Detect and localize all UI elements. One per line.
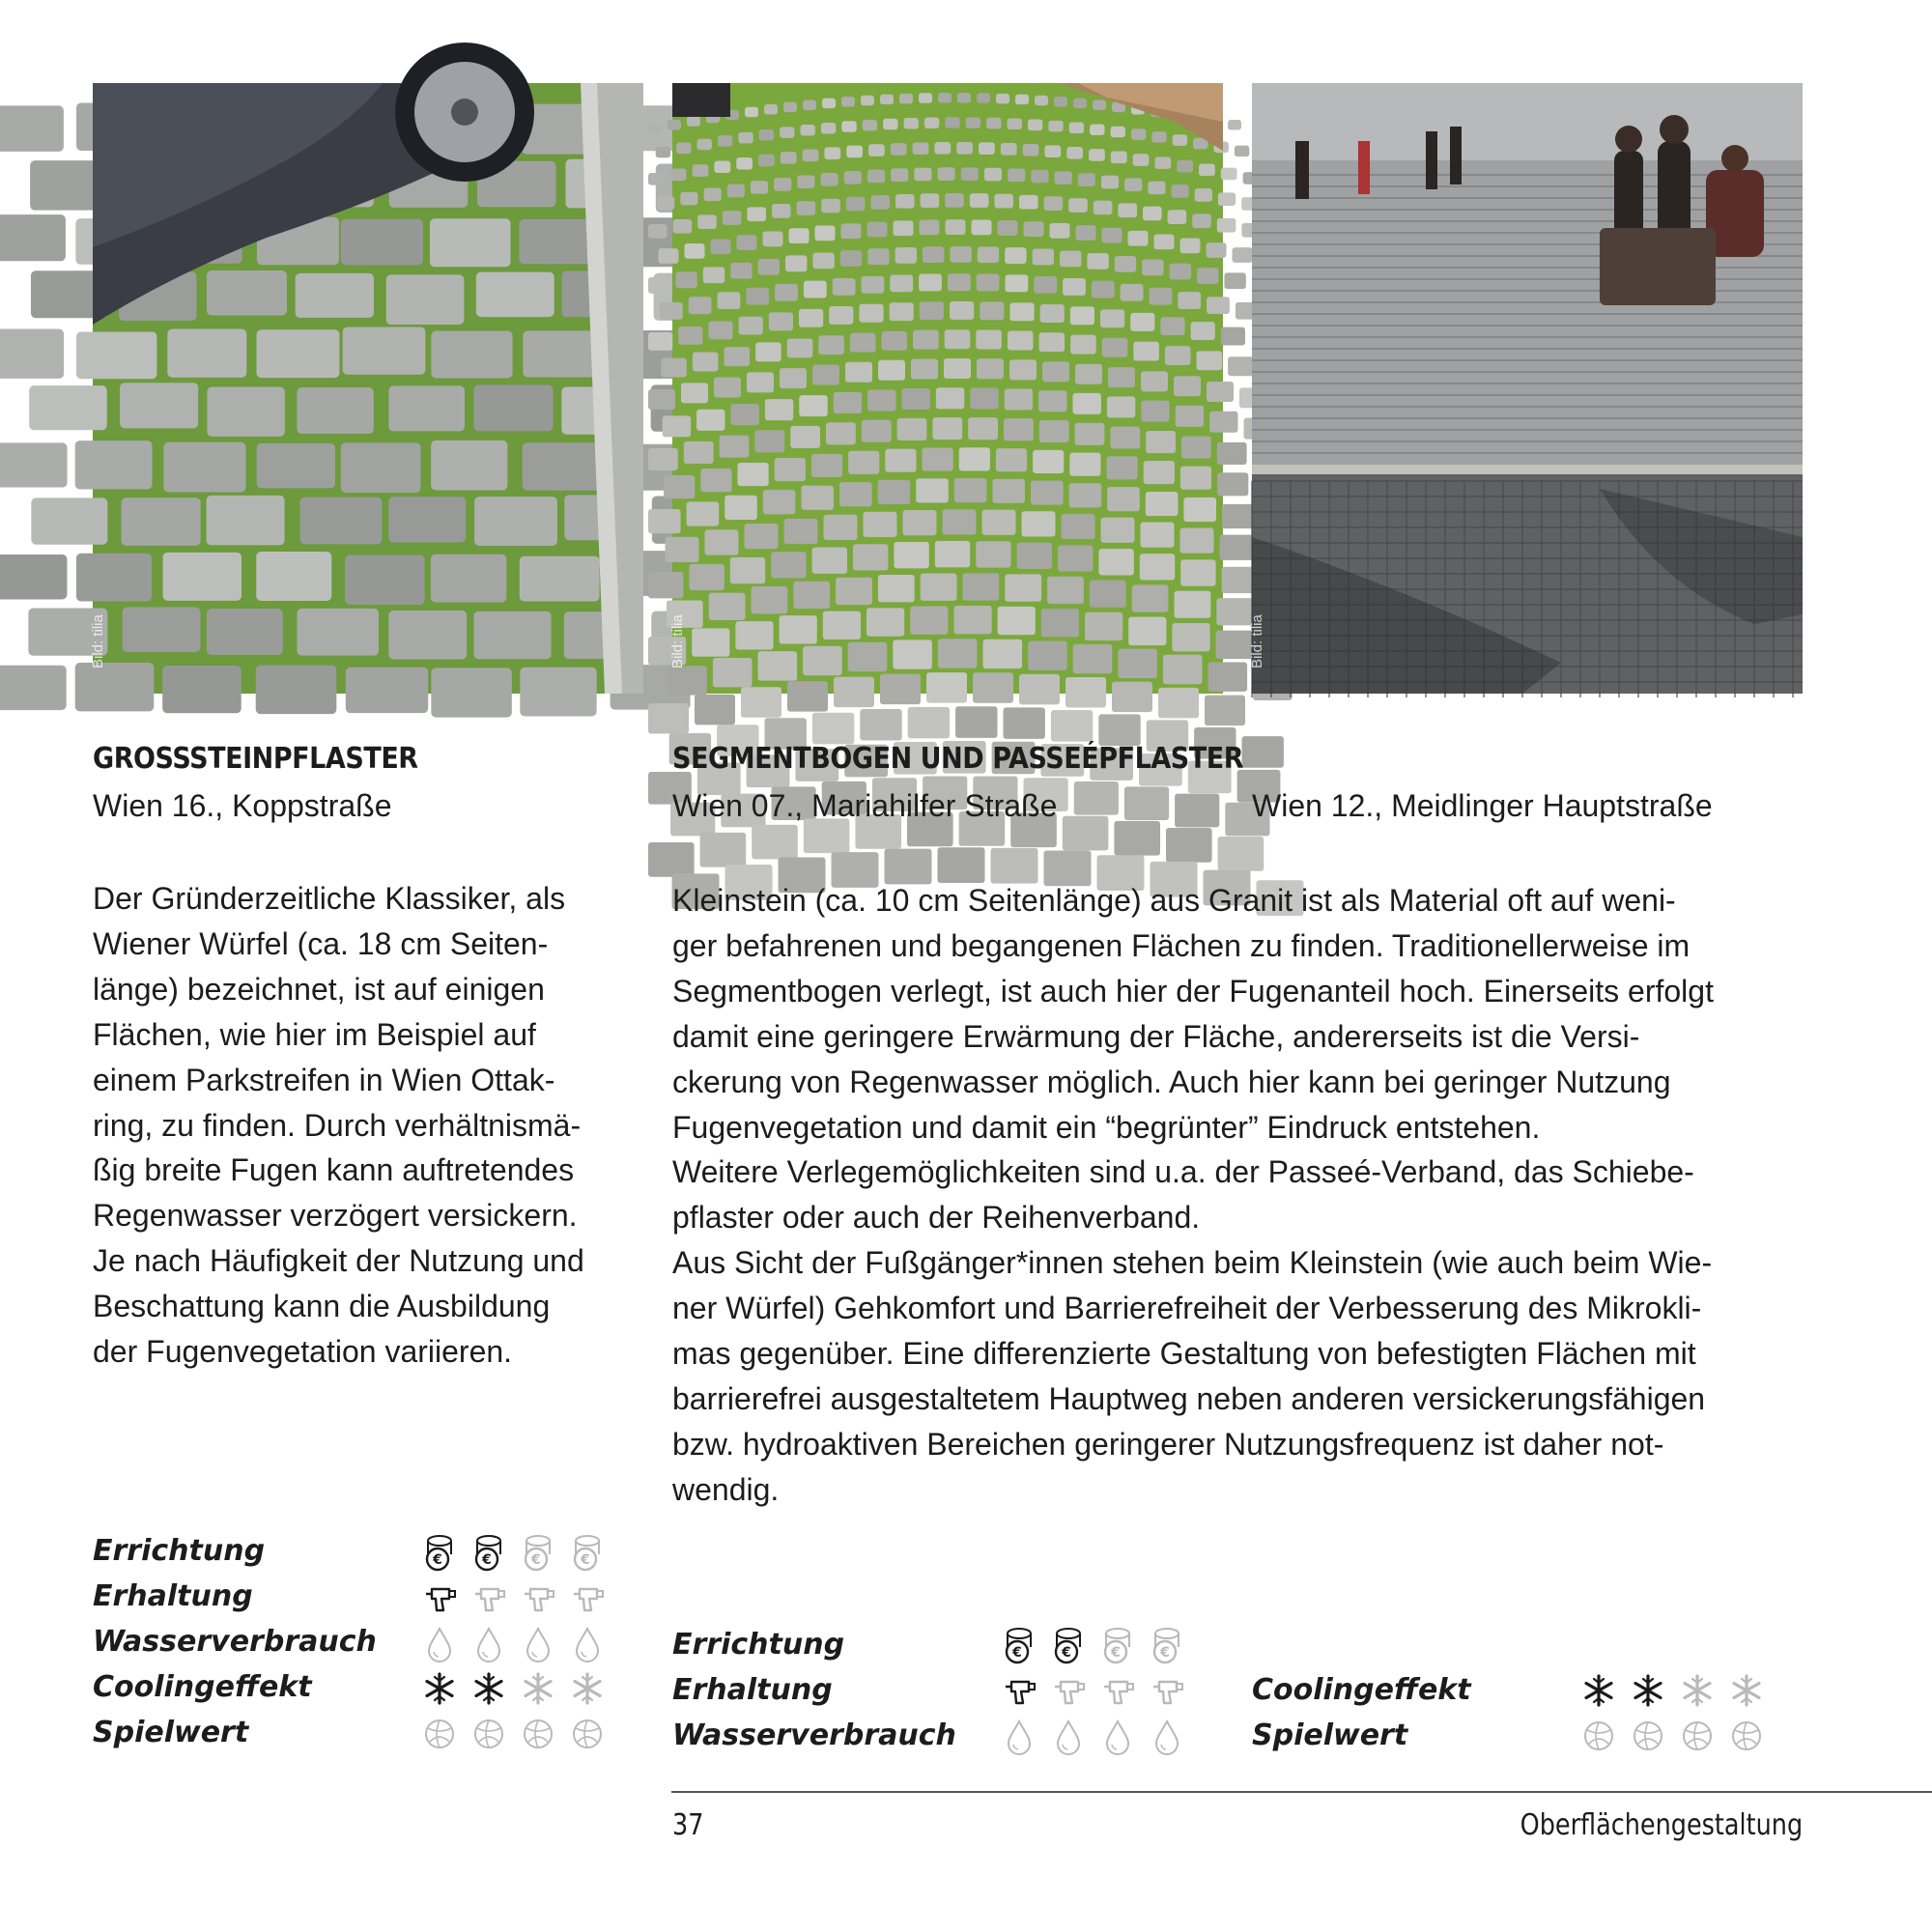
drop-icon <box>1002 1717 1037 1755</box>
text-line: Weitere Verlegemöglichkeiten sind u.a. der Passeé-Verband, das Schiebe- <box>672 1154 1694 1190</box>
drill-icon <box>521 1578 555 1617</box>
ratings-left <box>93 1528 377 1755</box>
rating-icons-spielwert <box>1581 1717 1764 1755</box>
drop-icon <box>521 1624 555 1662</box>
location-koppstrasse: Wien 16., Koppstraße <box>93 788 392 823</box>
coin-icon <box>1051 1626 1086 1664</box>
text-line: Der Gründerzeitliche Klassiker, als <box>93 881 566 916</box>
text-line: damit eine geringere Erwärmung der Fläche, andererseits ist die Versi- <box>672 1018 1640 1054</box>
snowflake-icon <box>570 1669 605 1708</box>
drop-icon <box>422 1624 457 1662</box>
text-line: Fugenvegetation und damit ein “begrünter” Eindruck entstehen. <box>672 1109 1541 1145</box>
drop-icon <box>471 1624 506 1662</box>
heading-grosssteinpflaster: GROSSSTEINPFLASTER <box>93 742 418 776</box>
coin-icon <box>422 1533 457 1572</box>
rating-label-errichtung: Errichtung <box>93 1534 266 1568</box>
rating-label-coolingeffekt: Coolingeffekt <box>93 1670 312 1704</box>
svg-text:€: € <box>1062 1645 1071 1661</box>
paragraph-grosssteinpflaster <box>93 876 584 1375</box>
snowflake-icon <box>471 1669 506 1708</box>
rating-label-spielwert: Spielwert <box>1252 1719 1408 1752</box>
page-number: 37 <box>672 1808 704 1842</box>
drop-icon <box>1100 1717 1135 1755</box>
ball-icon <box>570 1715 605 1753</box>
coin-icon <box>570 1533 605 1572</box>
photo-credit: Bild: tilia <box>669 614 686 668</box>
ball-icon <box>422 1715 457 1753</box>
rating-icons-spielwert <box>422 1715 605 1753</box>
text-line: Regenwasser verzögert versickern. <box>93 1198 578 1234</box>
text-line: Je nach Häufigkeit der Nutzung und <box>93 1243 584 1279</box>
text-line: wendig. <box>672 1471 780 1507</box>
text-line: Segmentbogen verlegt, ist auch hier der Fugenanteil hoch. Einerseits erfolgt <box>672 973 1714 1009</box>
rating-label-erhaltung: Erhaltung <box>672 1673 833 1707</box>
rating-icons-errichtung <box>1002 1626 1184 1664</box>
text-line: Kleinstein (ca. 10 cm Seitenlänge) aus Granit ist als Material oft auf weni- <box>672 883 1676 918</box>
drill-icon <box>422 1578 457 1617</box>
svg-text:€: € <box>433 1552 442 1568</box>
ball-icon <box>1581 1717 1616 1755</box>
rating-label-spielwert: Spielwert <box>93 1716 249 1749</box>
heading-segmentbogen-passeepflaster: SEGMENTBOGEN UND PASSEÉPFLASTER <box>672 742 1244 776</box>
svg-text:€: € <box>581 1552 590 1568</box>
drill-icon <box>1100 1671 1135 1710</box>
snowflake-icon <box>521 1669 555 1708</box>
drill-icon <box>570 1578 605 1617</box>
text-line: ßig breite Fugen kann auftretendes <box>93 1152 575 1188</box>
rating-icons-coolingeffekt <box>1581 1671 1764 1710</box>
text-line: einem Parkstreifen in Wien Ottak- <box>93 1062 555 1097</box>
text-line: Aus Sicht der Fußgänger*innen stehen beim Kleinstein (wie auch beim Wie- <box>672 1245 1713 1281</box>
text-line: länge) bezeichnet, ist auf einigen <box>93 971 545 1007</box>
text-line: Beschattung kann die Ausbildung <box>93 1289 551 1324</box>
drill-icon <box>1002 1671 1037 1710</box>
drop-icon <box>1051 1717 1086 1755</box>
svg-text:€: € <box>1111 1645 1121 1661</box>
snowflake-icon <box>1729 1671 1764 1710</box>
paragraph-kleinstein <box>672 878 1714 1513</box>
rating-label-coolingeffekt: Coolingeffekt <box>1252 1673 1471 1707</box>
ball-icon <box>471 1715 506 1753</box>
svg-text:€: € <box>482 1552 492 1568</box>
coin-icon <box>471 1533 506 1572</box>
rating-icons-erhaltung <box>422 1578 605 1617</box>
text-line: barrierefrei ausgestaltetem Hauptweg neben anderen versickerungsfähigen <box>672 1380 1706 1416</box>
text-line: Wiener Würfel (ca. 18 cm Seiten- <box>93 925 549 961</box>
photo-passeepflaster <box>1249 83 1803 694</box>
rating-icons-erhaltung <box>1002 1671 1184 1710</box>
rating-icons-wasserverbrauch <box>1002 1717 1184 1755</box>
text-line: ger befahrenen und begangenen Flächen zu finden. Traditionellerweise im <box>672 927 1690 963</box>
coin-icon <box>1150 1626 1184 1664</box>
location-mariahilfer-strasse: Wien 07., Mariahilfer Straße <box>672 788 1058 823</box>
rating-label-erhaltung: Erhaltung <box>93 1579 253 1613</box>
photo-credit: Bild: tilia <box>1249 614 1265 668</box>
rating-label-wasserverbrauch: Wasserverbrauch <box>93 1625 377 1659</box>
svg-text:€: € <box>1160 1645 1170 1661</box>
text-line: der Fugenvegetation variieren. <box>93 1334 513 1370</box>
text-line: mas gegenüber. Eine differenzierte Gestaltung von befestigten Flächen mit <box>672 1336 1696 1372</box>
section-title: Oberflächengestaltung <box>1520 1808 1803 1842</box>
drill-icon <box>1150 1671 1184 1710</box>
ball-icon <box>1631 1717 1665 1755</box>
ball-icon <box>1729 1717 1764 1755</box>
rating-label-errichtung: Errichtung <box>672 1628 845 1662</box>
text-line: ner Würfel) Gehkomfort und Barrierefreiheit der Verbesserung des Mikrokli- <box>672 1291 1702 1326</box>
ball-icon <box>521 1715 555 1753</box>
footer-divider <box>671 1791 1932 1793</box>
coin-icon <box>1100 1626 1135 1664</box>
snowflake-icon <box>1581 1671 1616 1710</box>
drop-icon <box>1150 1717 1184 1755</box>
drill-icon <box>1051 1671 1086 1710</box>
text-line: ring, zu finden. Durch verhältnismä- <box>93 1107 582 1143</box>
location-meidlinger-hauptstrasse: Wien 12., Meidlinger Hauptstraße <box>1252 788 1713 823</box>
text-line: ckerung von Regenwasser möglich. Auch hier kann bei geringer Nutzung <box>672 1064 1671 1099</box>
drill-icon <box>471 1578 506 1617</box>
text-line: pflaster oder auch der Reihenverband. <box>672 1200 1201 1236</box>
coin-icon <box>1002 1626 1037 1664</box>
rating-icons-wasserverbrauch <box>422 1624 605 1662</box>
drop-icon <box>570 1624 605 1662</box>
photo-segmentbogen <box>669 83 1223 694</box>
rating-label-wasserverbrauch: Wasserverbrauch <box>672 1719 956 1752</box>
snowflake-icon <box>1680 1671 1715 1710</box>
svg-text:€: € <box>531 1552 541 1568</box>
snowflake-icon <box>422 1669 457 1708</box>
ball-icon <box>1680 1717 1715 1755</box>
rating-icons-errichtung <box>422 1533 605 1572</box>
ratings-right-b <box>1252 1667 1471 1758</box>
photo-credit: Bild: tilia <box>90 614 106 668</box>
snowflake-icon <box>1631 1671 1665 1710</box>
svg-text:€: € <box>1012 1645 1022 1661</box>
rating-icons-coolingeffekt <box>422 1669 605 1708</box>
coin-icon <box>521 1533 555 1572</box>
ratings-right-a <box>672 1622 956 1758</box>
text-line: bzw. hydroaktiven Bereichen geringerer Nutzungsfrequenz ist daher not- <box>672 1426 1664 1462</box>
photo-grosssteinpflaster <box>90 83 643 694</box>
text-line: Flächen, wie hier im Beispiel auf <box>93 1016 536 1052</box>
